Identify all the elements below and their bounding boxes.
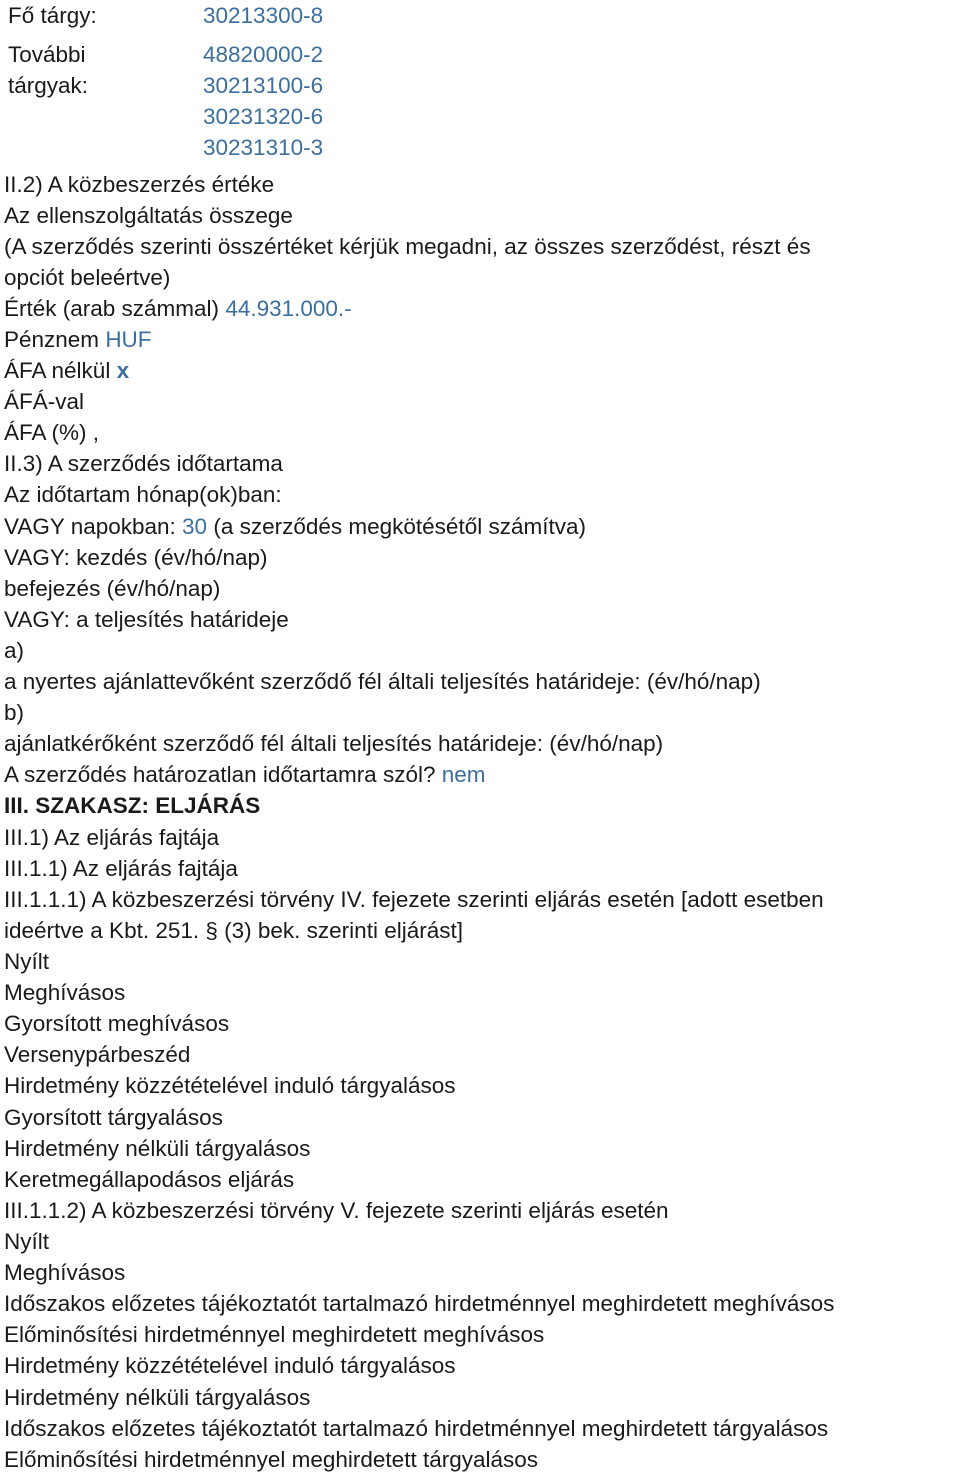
procedure-heading-3-line1: III.1.1.1) A közbeszerzési törvény IV. fejezete szerinti eljárás esetén [adott esetben — [4, 887, 824, 912]
duration-months-label: Az időtartam hónap(ok)ban: — [4, 482, 282, 507]
main-cpv-code: 30213300-8 — [203, 3, 324, 28]
additional-cpv-code: 30213100-6 — [203, 73, 324, 98]
start-date-label: VAGY: kezdés (év/hó/nap) — [4, 545, 268, 570]
procedure-type-item: Időszakos előzetes tájékoztatót tartalmazó hirdetménnyel meghirdetett tárgyalásos — [4, 1416, 829, 1441]
indefinite-label: A szerződés határozatlan időtartamra szól? — [4, 762, 442, 787]
procedure-heading-1: III.1) Az eljárás fajtája — [4, 825, 220, 850]
procedure-type-item: Gyorsított tárgyalásos — [4, 1105, 223, 1130]
procedure-type-item: Előminősítési hirdetménnyel meghirdetett meghívásos — [4, 1322, 545, 1347]
procedure-type-item: Előminősítési hirdetménnyel meghirdetett tárgyalásos — [4, 1447, 539, 1472]
procedure-type-item: Hirdetmény közzétételével induló tárgyalásos — [4, 1073, 456, 1098]
item-b-text: ajánlatkérőként szerződő fél általi teljesítés határideje: (év/hó/nap) — [4, 731, 664, 756]
procedure-type-item: Versenypárbeszéd — [4, 1042, 191, 1067]
procedure-type-item: Meghívásos — [4, 980, 126, 1005]
procedure-type-item: Hirdetmény nélküli tárgyalásos — [4, 1136, 311, 1161]
item-a-label: a) — [4, 638, 25, 663]
additional-subjects-label-line1: További — [8, 42, 86, 67]
value-note-line1: (A szerződés szerinti összértéket kérjük megadni, az összes szerződést, részt és — [4, 234, 811, 259]
value-row — [4, 296, 352, 322]
vat-excluded-row — [4, 358, 129, 384]
end-date-label: befejezés (év/hó/nap) — [4, 576, 221, 601]
additional-cpv-code: 30231310-3 — [203, 135, 324, 160]
vat-rate-label: ÁFA (%) , — [4, 420, 100, 445]
additional-cpv-code: 48820000-2 — [203, 42, 324, 67]
vat-excluded-label: ÁFA nélkül — [4, 358, 117, 383]
procedure-heading-4: III.1.1.2) A közbeszerzési törvény V. fejezete szerinti eljárás esetén — [4, 1198, 669, 1223]
duration-days-suffix: (a szerződés megkötésétől számítva) — [207, 514, 586, 539]
item-a-text: a nyertes ajánlattevőként szerződő fél általi teljesítés határideje: (év/hó/nap) — [4, 669, 761, 694]
duration-days-row — [4, 514, 586, 540]
section-heading-value: II.2) A közbeszerzés értéke — [4, 172, 275, 197]
section-title-procedure: III. SZAKASZ: ELJÁRÁS — [4, 793, 261, 818]
indefinite-row — [4, 762, 486, 788]
indefinite-value: nem — [441, 762, 486, 787]
deadline-label: VAGY: a teljesítés határideje — [4, 607, 289, 632]
value-amount: 44.931.000.- — [225, 296, 352, 321]
additional-cpv-code: 30231320-6 — [203, 104, 324, 129]
section-heading-duration: II.3) A szerződés időtartama — [4, 451, 283, 476]
additional-subjects-label-line2: tárgyak: — [8, 73, 89, 98]
procedure-type-item: Gyorsított meghívásos — [4, 1011, 230, 1036]
value-note-line2: opciót beleértve) — [4, 265, 171, 290]
vat-included-label: ÁFÁ-val — [4, 389, 85, 414]
item-b-label: b) — [4, 700, 25, 725]
procedure-type-item: Keretmegállapodásos eljárás — [4, 1167, 295, 1192]
procedure-type-item: Hirdetmény közzétételével induló tárgyalásos — [4, 1353, 456, 1378]
procedure-type-item: Nyílt — [4, 949, 49, 974]
main-subject-label: Fő tárgy: — [8, 3, 97, 28]
procedure-heading-3-line2: ideértve a Kbt. 251. § (3) bek. szerinti eljárást] — [4, 918, 463, 943]
currency-row — [4, 327, 152, 353]
procedure-type-item: Időszakos előzetes tájékoztatót tartalmazó hirdetménnyel meghirdetett meghívásos — [4, 1291, 835, 1316]
procedure-type-item: Meghívásos — [4, 1260, 126, 1285]
value-label: Érték (arab számmal) — [4, 296, 226, 321]
procedure-type-item: Hirdetmény nélküli tárgyalásos — [4, 1385, 311, 1410]
currency-value: HUF — [105, 327, 152, 352]
currency-label: Pénznem — [4, 327, 106, 352]
vat-excluded-mark: x — [116, 358, 130, 383]
procedure-heading-2: III.1.1) Az eljárás fajtája — [4, 856, 238, 881]
procedure-type-item: Nyílt — [4, 1229, 49, 1254]
duration-days-prefix: VAGY napokban: — [4, 514, 183, 539]
consideration-heading: Az ellenszolgáltatás összege — [4, 203, 293, 228]
duration-days-value: 30 — [182, 514, 208, 539]
